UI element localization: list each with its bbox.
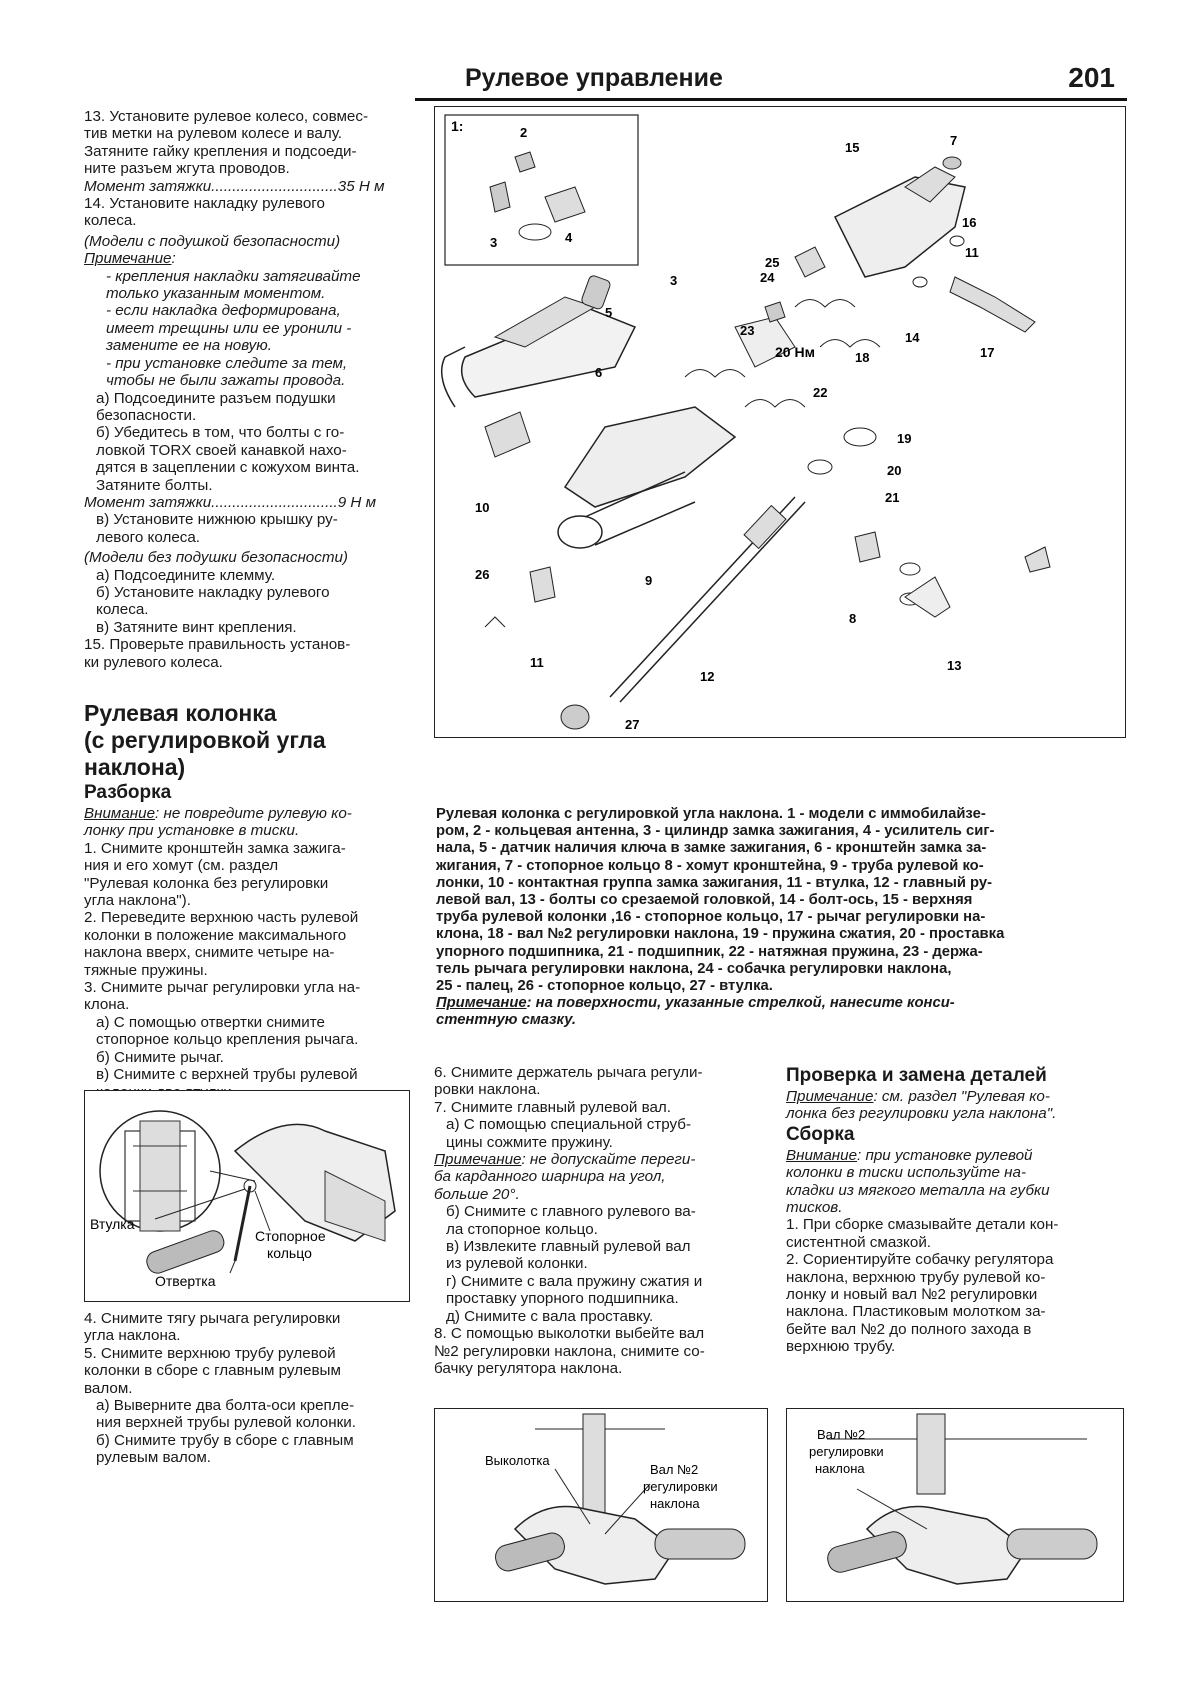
label-ring-2: кольцо (267, 1245, 312, 1261)
tilt-lever (950, 277, 1035, 332)
note-label: Примечание (84, 250, 172, 268)
right-column (786, 1064, 1126, 1356)
figure-lever-illustration (85, 1091, 409, 1301)
inset-box (445, 115, 638, 265)
part-label-16: 16 (962, 215, 977, 230)
torque-line-2: Момент затяжки..............................9 Н м (84, 493, 377, 511)
label-right-shaft-1: Вал №2 (817, 1427, 866, 1442)
part-label-18: 18 (855, 350, 870, 365)
label-screwdriver: Отвертка (155, 1273, 216, 1289)
step-2: 2. Переведите верхнюю часть рулевой колонки в положение максимального наклона вверх, снимите четыре на- тяжные пружины. (84, 909, 359, 979)
step-8: 8. С помощью выколотки выбейте вал №2 регулировки наклона, снимите со- бачку регулятора наклона. (434, 1325, 705, 1377)
part-label-12: 12 (700, 669, 715, 684)
right-warning-text: : при установке рулевой колонки в тиски используйте на- кладки из мягкого металла на губки тисков. (786, 1146, 1050, 1217)
page-title: Рулевое управление (465, 64, 723, 92)
caption-note-text: : на поверхности, указанные стрелкой, нанесите конси- стентную смазку. (436, 995, 955, 1029)
part-label-3: 3 (490, 235, 498, 250)
assembly-title: Сборка (786, 1123, 855, 1145)
label-sleeve: Втулка (90, 1216, 135, 1232)
step-3: 3. Снимите рычаг регулировки угла на- клона. (84, 979, 361, 1014)
right-warning-label: Внимание (786, 1146, 858, 1164)
assembly-step-2: 2. Сориентируйте собачку регулятора наклона, верхнюю трубу рулевой ко- лонку и новый вал №2 регулировки наклона. Пластиковым молотком за- бейте вал №2 до полного захода в верхнюю трубу. (786, 1251, 1054, 1356)
label-ring-1: Стопорное (255, 1228, 326, 1244)
label-drift: Выколотка (485, 1453, 550, 1468)
part-label-14: 14 (905, 330, 920, 345)
label-shaft-2: регулировки (643, 1479, 718, 1494)
caption-note-label: Примечание (436, 995, 527, 1012)
page-header (415, 58, 1127, 101)
part-label-10: 10 (475, 500, 490, 515)
no-airbag-steps: а) Подсоедините клемму. б) Установите накладку рулевого колеса. в) Затяните винт крепления. (96, 566, 330, 636)
step-14: 14. Установите накладку рулевого колеса. (84, 195, 325, 230)
notes-list: - крепления накладки затягивайте только указанным моментом. - если накладка деформирована, имеет трещины или ее уронили - замените ее на новую. - при установке следите за тем, чтобы не были зажаты провода. (106, 267, 361, 390)
part-label-8: 8 (849, 611, 857, 626)
right-note-label: Примечание (786, 1088, 874, 1105)
part-label-9: 9 (645, 573, 653, 588)
figure-drift-punch (434, 1408, 768, 1602)
mid-note-text: : не допускайте переги- ба карданного шарнира на угол, больше 20°. (434, 1151, 696, 1203)
figure-lever-removal (84, 1090, 410, 1302)
part-label-26: 26 (475, 567, 490, 582)
figure-steering-column-exploded (434, 106, 1126, 738)
step-6: 6. Снимите держатель рычага регули- ровки наклона. (434, 1064, 703, 1099)
part-label-11: 11 (530, 655, 544, 670)
step-1: 1. Снимите кронштейн замка зажига- ния и его хомут (см. раздел "Рулевая колонка без регулировки угла наклона"). (84, 839, 346, 910)
step-3-subs: а) С помощью отвертки снимите стопорное кольцо крепления рычага. б) Снимите рычаг. в) Снимите с верхней трубы рулевой (96, 1013, 359, 1084)
label-shaft-1: Вал №2 (650, 1462, 699, 1477)
part-label-2: 2 (520, 125, 528, 140)
step-4: 4. Снимите тягу рычага регулировки угла наклона. (84, 1310, 341, 1345)
step-15: 15. Проверьте правильность установ- ки рулевого колеса. (84, 636, 351, 671)
step-14b: б) Убедитесь в том, что болты с го- ловкой TORX своей канавкой нахо- дятся в зацеплении с кожухом винта. Затяните болты. (96, 424, 360, 494)
step-14a: а) Подсоедините разъем подушки безопасности. (96, 389, 336, 424)
warning-label: Внимание (84, 805, 156, 822)
shaft-install-illustration (787, 1409, 1123, 1601)
part-label-5: 5 (605, 305, 613, 320)
step-5: 5. Снимите верхнюю трубу рулевой колонки в сборе с главным рулевым валом. (84, 1344, 341, 1397)
no-airbag-models-note: (Модели без подушки безопасности) (84, 549, 348, 567)
middle-column (434, 1064, 770, 1377)
check-title: Проверка и замена деталей (786, 1065, 1047, 1086)
part-label-3: 3 (670, 273, 678, 288)
warning-text: : не повредите рулевую ко- лонку при установке в тиски. (84, 805, 352, 840)
column-tube (565, 407, 735, 507)
upper-tube (835, 177, 965, 277)
step-13: 13. Установите рулевое колесо, совмес- тив метки на рулевом колесе и валу. Затяните гайку крепления и подсоеди- ните разъем жгута проводов. (84, 108, 369, 178)
figure-caption (436, 806, 1124, 1030)
part-label-11: 11 (965, 245, 979, 260)
part-label-22: 22 (813, 385, 828, 400)
part-label-23: 23 (740, 323, 755, 338)
part-label-20: 20 (887, 463, 902, 478)
mid-note-label: Примечание (434, 1151, 522, 1169)
right-note-text: : см. раздел "Рулевая ко- лонка без регулировки угла наклона". (786, 1088, 1057, 1123)
left-column-bottom (84, 1310, 414, 1467)
airbag-models-note: (Модели с подушкой безопасности) (84, 232, 341, 250)
part-label-24: 24 (760, 270, 775, 285)
label-right-shaft-3: наклона (815, 1461, 865, 1476)
torque-label: 20 Нм (775, 344, 815, 360)
assembly-step-1: 1. При сборке смазывайте детали кон- систентной смазкой. (786, 1216, 1059, 1251)
part-label-4: 4 (565, 230, 573, 245)
inset-label: 1: (451, 118, 464, 134)
part-label-27: 27 (625, 717, 640, 732)
caption-text: Рулевая колонка с регулировкой угла наклона. 1 - модели с иммобилайзе- ром, 2 - кольцевая антенна, 3 - цилиндр замка зажигания, 4 - усилитель сиг- нала, 5 - датчик наличия ключа в замке зажигания, 6 - кронштейн замка за- жигания, 7 - стопорное кольцо 8 - хомут кронштейна, 9 - труба рулевой ко- лонки, 10 - контактная группа замка зажигания, 11 - втулка, 12 - главный ру- левой вал, 13 - болты со срезаемой головкой, 14 - болт-ось, 15 - верхняя труба рулевой колонки ,16 - стопорное кольцо, 17 - рычаг регулировки на- клона, 18 - вал №2 регулировки наклона, 19 - пружина сжатия, 20 - проставка упорного подшипника, 21 - подшипник, 22 - натяжная пружина, 23 - держа- тель рычага регулировки наклона, 24 - собачка регулировки наклона, 25 - палец, 26 - стопорное кольцо, 27 - втулка. (436, 806, 1005, 995)
label-right-shaft-2: регулировки (809, 1444, 884, 1459)
page-number: 201 (1068, 62, 1115, 93)
drift-illustration (435, 1409, 767, 1601)
part-label-19: 19 (897, 431, 912, 446)
part-label-25: 25 (765, 255, 780, 270)
part-label-6: 6 (595, 365, 603, 380)
torque-line: Момент затяжки..............................35 Н м (84, 177, 385, 195)
section-title: Рулевая колонка (с регулировкой угла наклона) (84, 700, 326, 780)
part-label-21: 21 (885, 490, 900, 505)
part-label-13: 13 (947, 658, 962, 673)
subsection-title: Разборка (84, 782, 172, 803)
exploded-view (435, 107, 1125, 737)
left-column-top: 13. Установите рулевое колесо, совмес- тив метки на рулевом колесе и валу. Затяните гайку крепления и подсоеди- ните разъем жгута проводов. Момент затяжки..............................35 Н м 14. Установите накладку рулевого колеса. (Модели с подушкой безопасности) Примечание: - крепления накладки затягивайте только указанным моментом. - если накладка деформирована, имеет трещины или ее уронили - замените ее на новую. - при установке следите за тем, чтобы не были зажаты провода. а) Подсоедините разъем подушки безопасности. б) Убедитесь в том, что болты с го- ловкой TORX своей канавкой нахо- дятся в зацеплении с кожухом винта. Затяните болты. Момент затяжки..............................9 Н м в) Установите нижнюю крышку ру- левого колеса. (Модели без подушки безопасности) а) Подсоедините клемму. б) Установите накладку рулевого колеса. в) Затяните винт крепления. 15. Проверьте правильность установ- ки рулевого колеса. (84, 108, 414, 671)
part-label-15: 15 (845, 140, 860, 155)
part-label-17: 17 (980, 345, 995, 360)
step-14c: в) Установите нижнюю крышку ру- левого колеса. (96, 511, 338, 546)
left-column-section (84, 700, 414, 1101)
step-5-subs: а) Выверните два болта-оси крепле- ния верхней трубы рулевой колонки. б) Снимите трубу в сборе с главным рулевым валом. (96, 1397, 356, 1467)
label-shaft-3: наклона (650, 1496, 700, 1511)
step-7: 7. Снимите главный рулевой вал. (434, 1098, 672, 1116)
figure-shaft-install (786, 1408, 1124, 1602)
step-7-subs: б) Снимите с главного рулевого ва- ла стопорное кольцо. в) Извлеките главный рулевой вал из рулевой колонки. г) Снимите с вала пружину сжатия и проставку упорного подшипника. д) Снимите с вала проставку. (446, 1203, 703, 1325)
step-7a: а) С помощью специальной струб- цины сожмите пружину. (446, 1116, 692, 1151)
part-label-7: 7 (950, 133, 958, 148)
